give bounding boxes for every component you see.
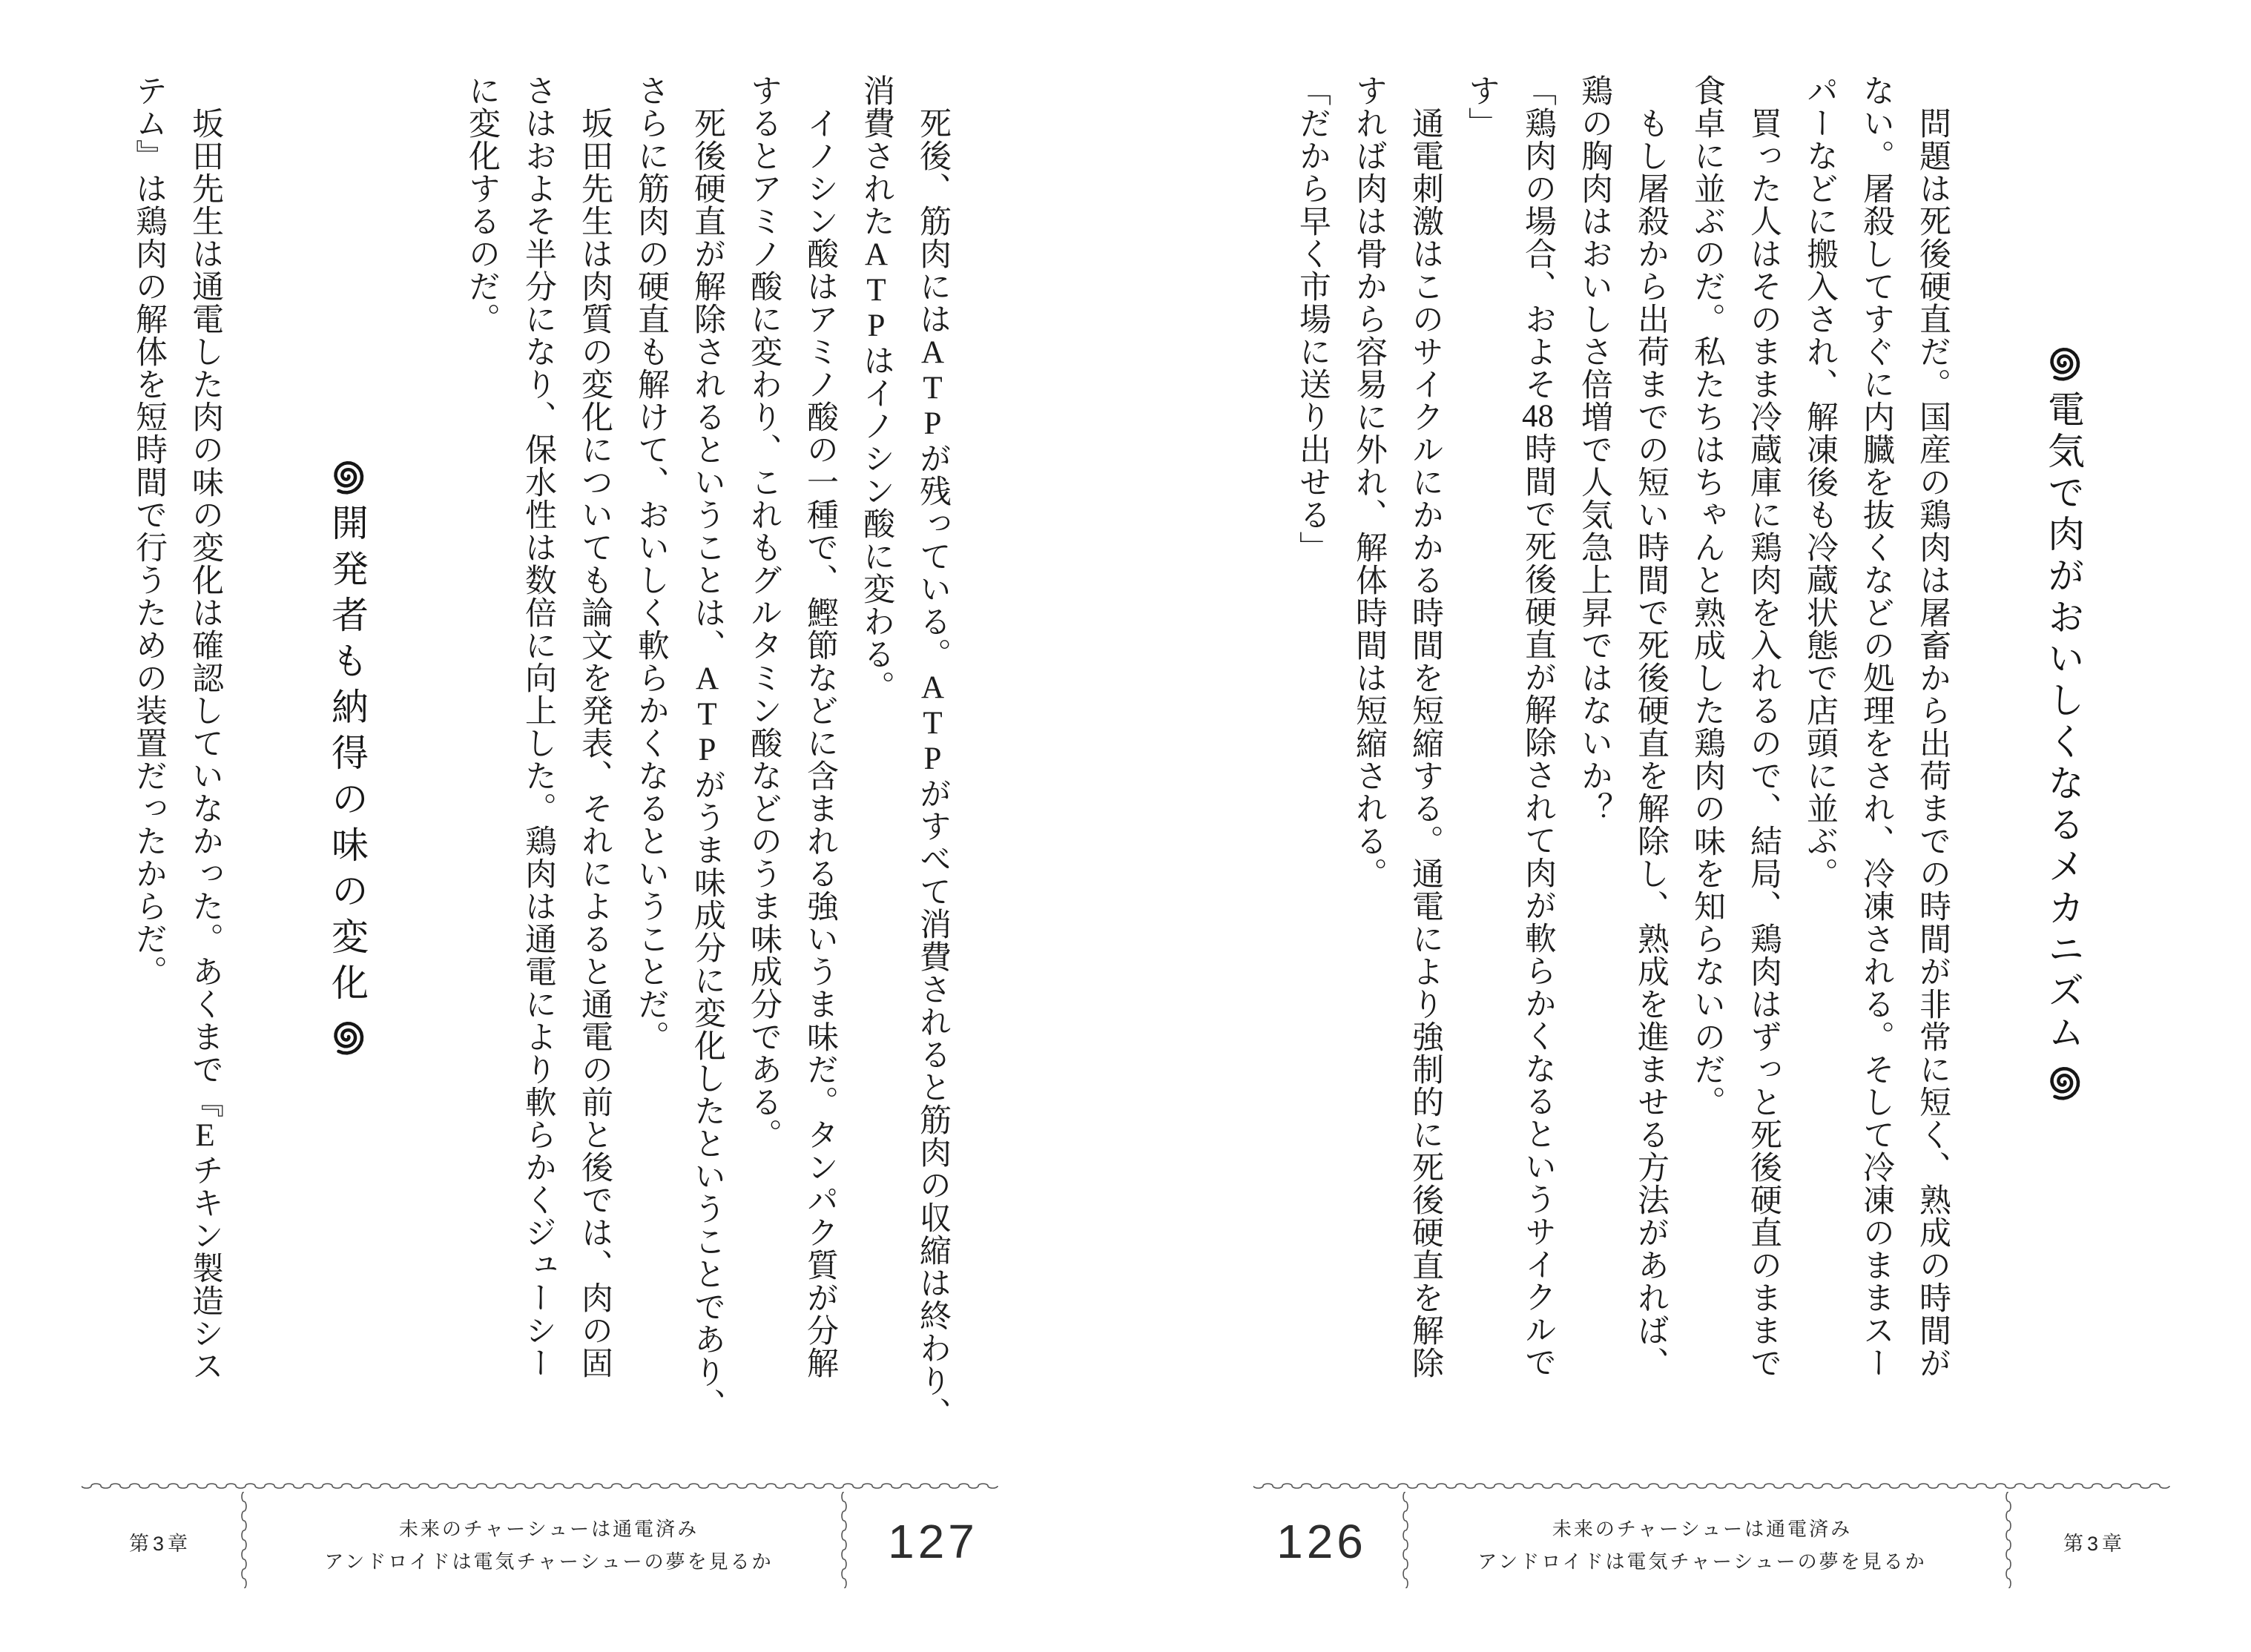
running-title-line2: アンドロイドは電気チャーシューの夢を見るか [324, 1550, 774, 1573]
text-column: 「鶏肉の場合、およそ48時間で死後硬直が解除されて肉が軟らかくなるというサイクルで [1520, 74, 1555, 1378]
text-column: するとアミノ酸に変わり、これもグルタミン酸などのうま味成分である。 [746, 74, 781, 1151]
text-column: 問題は死後硬直だ。国産の鶏肉は屠畜から出荷までの時間が非常に短く、熟成の時間が [1915, 74, 1950, 1379]
text-column: 買った人はそのまま冷蔵庫に鶏肉を入れるので、結局、鶏肉はずっと死後硬直のままで [1746, 74, 1781, 1379]
running-title-line2: アンドロイドは電気チャーシューの夢を見るか [1477, 1550, 1927, 1573]
spiral-icon [2043, 1062, 2083, 1102]
section-heading-text: 電気で肉がおいしくなるメカニズム [2043, 390, 2084, 1054]
body-text-left-page-first [453, 74, 960, 1483]
wavy-divider-vertical [241, 1492, 247, 1592]
page-number-left: 127 [888, 1515, 978, 1568]
wavy-divider-vertical [2006, 1492, 2011, 1592]
running-title-line1: 未来のチャーシューは通電済み [398, 1518, 699, 1540]
chapter-label: 第3章 [2063, 1533, 2126, 1555]
text-column: 消費されたATPはイノシン酸に変わる。 [859, 74, 894, 703]
page-number-right: 126 [1276, 1515, 1367, 1568]
text-column: 死後、筋肉にはATPが残っている。ATPがすべて消費されると筋肉の収縮は終わり、 [915, 74, 950, 1430]
text-column: ない。屠殺してすぐに内臓を抜くなどの処理をされ、冷凍される。そして冷凍のままスー [1859, 74, 1894, 1379]
text-column: 食卓に並ぶのだ。私たちはちゃんと熟成した鶏肉の味を知らないのだ。 [1690, 74, 1724, 1118]
running-title-line1: 未来のチャーシューは通電済み [1552, 1518, 1853, 1540]
wavy-divider-vertical [1403, 1492, 1408, 1592]
section-heading-right [2034, 343, 2093, 1102]
text-column: 鶏の胸肉はおいしさ倍増で人気急上昇ではないか？ [1577, 74, 1612, 825]
chapter-label: 第3章 [128, 1533, 192, 1555]
text-column: 「だから早く市場に送り出せる」 [1295, 74, 1330, 564]
section-heading-text: 開発者も納得の味の変化 [326, 503, 368, 1009]
text-column: 坂田先生は肉質の変化についても論文を発表、それによると通電の前と後では、肉の固 [577, 74, 612, 1379]
text-column: 通電刺激はこのサイクルにかかる時間を短縮する。通電により強制的に死後硬直を解除 [1408, 74, 1443, 1379]
section-heading-left [317, 456, 377, 1057]
spiral-icon [327, 456, 367, 496]
spiral-icon [2043, 343, 2083, 383]
body-text-right-page [1284, 74, 1960, 1483]
text-column: すれば肉は骨から容易に外れ、解体時間は短縮される。 [1351, 74, 1386, 890]
text-column: さらに筋肉の硬直も解けて、おいしく軟らかくなるということだ。 [633, 74, 668, 1053]
text-column: イノシン酸はアミノ酸の一種で、鰹節などに含まれる強いうま味だ。タンパク質が分解 [802, 74, 837, 1379]
text-column: 死後硬直が解除されるということは、ATPがうま味成分に変化したということであり、 [690, 74, 725, 1421]
wavy-divider-horizontal [82, 1479, 1001, 1493]
body-text-left-page-second [120, 74, 233, 1483]
text-column: 坂田先生は通電した肉の味の変化は確認していなかった。あくまで『Eチキン製造シス [188, 74, 223, 1382]
wavy-divider-vertical [841, 1492, 847, 1592]
text-column: もし屠殺から出荷までの短い時間で死後硬直を解除し、熟成を進ませる方法があれば、 [1633, 74, 1668, 1379]
spiral-icon [327, 1017, 367, 1057]
text-column: に変化するのだ。 [464, 74, 499, 335]
text-column: す」 [1464, 74, 1499, 139]
wavy-divider-horizontal [1253, 1479, 2173, 1493]
text-column: さはおよそ半分になり、保水性は数倍に向上した。鶏肉は通電により軟らかくジューシー [521, 74, 556, 1379]
text-column: テム』は鶏肉の解体を短時間で行うための装置だったからだ。 [131, 74, 166, 988]
text-column: パーなどに搬入され、解凍後も冷蔵状態で店頭に並ぶ。 [1802, 74, 1837, 890]
